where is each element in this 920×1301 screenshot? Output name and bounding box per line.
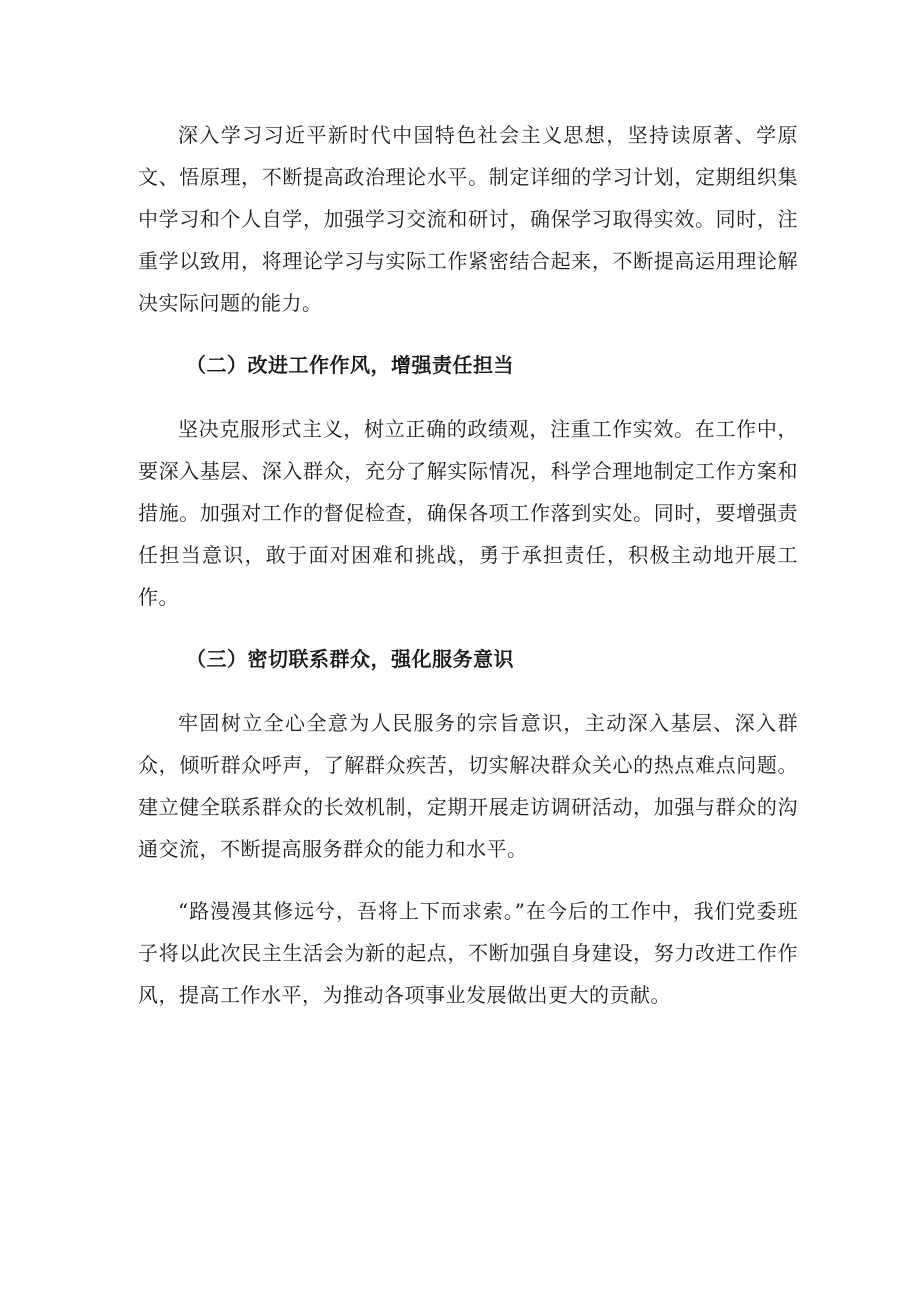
section-heading-work-style: （二）改进工作作风，增强责任担当 <box>186 353 514 377</box>
spacer <box>138 680 798 702</box>
spacer <box>138 324 798 344</box>
section-heading-contact-masses: （三）密切联系群众，强化服务意识 <box>186 647 514 671</box>
paragraph-study-theory: 深入学习习近平新时代中国特色社会主义思想，坚持读原著、学原文、悟原理，不断提高政治理论水平。制定详细的学习计划，定期组织集中学习和个人自学，加强学习交流和研讨，确保学习取得实效。同时，注重学以致用，将理论学习与实际工作紧密结合起来，不断提高运用理论解决实际问题的能力。 <box>138 123 798 315</box>
paragraph-closing: “路漫漫其修远兮，吾将上下而求索。”在今后的工作中，我们党委班子将以此次民主生活会为新的起点，不断加强自身建设，努力改进工作作风，提高工作水平，为推动各项事业发展做出更大的贡献。 <box>138 899 798 1007</box>
spacer <box>138 386 798 408</box>
spacer <box>138 870 798 890</box>
paragraph-work-style: 坚决克服形式主义，树立正确的政绩观，注重工作实效。在工作中，要深入基层、深入群众，充分了解实际情况，科学合理地制定工作方案和措施。加强对工作的督促检查，确保各项工作落到实处。同时，要增强责任担当意识，敢于面对困难和挑战，勇于承担责任，积极主动地开展工作。 <box>138 417 798 609</box>
document-body <box>138 114 798 1016</box>
paragraph-contact-masses: 牢固树立全心全意为人民服务的宗旨意识，主动深入基层、深入群众，倾听群众呼声，了解群众疾苦，切实解决群众关心的热点难点问题。建立健全联系群众的长效机制，定期开展走访调研活动，加强与群众的沟通交流，不断提高服务群众的能力和水平。 <box>138 711 798 861</box>
spacer <box>138 618 798 638</box>
